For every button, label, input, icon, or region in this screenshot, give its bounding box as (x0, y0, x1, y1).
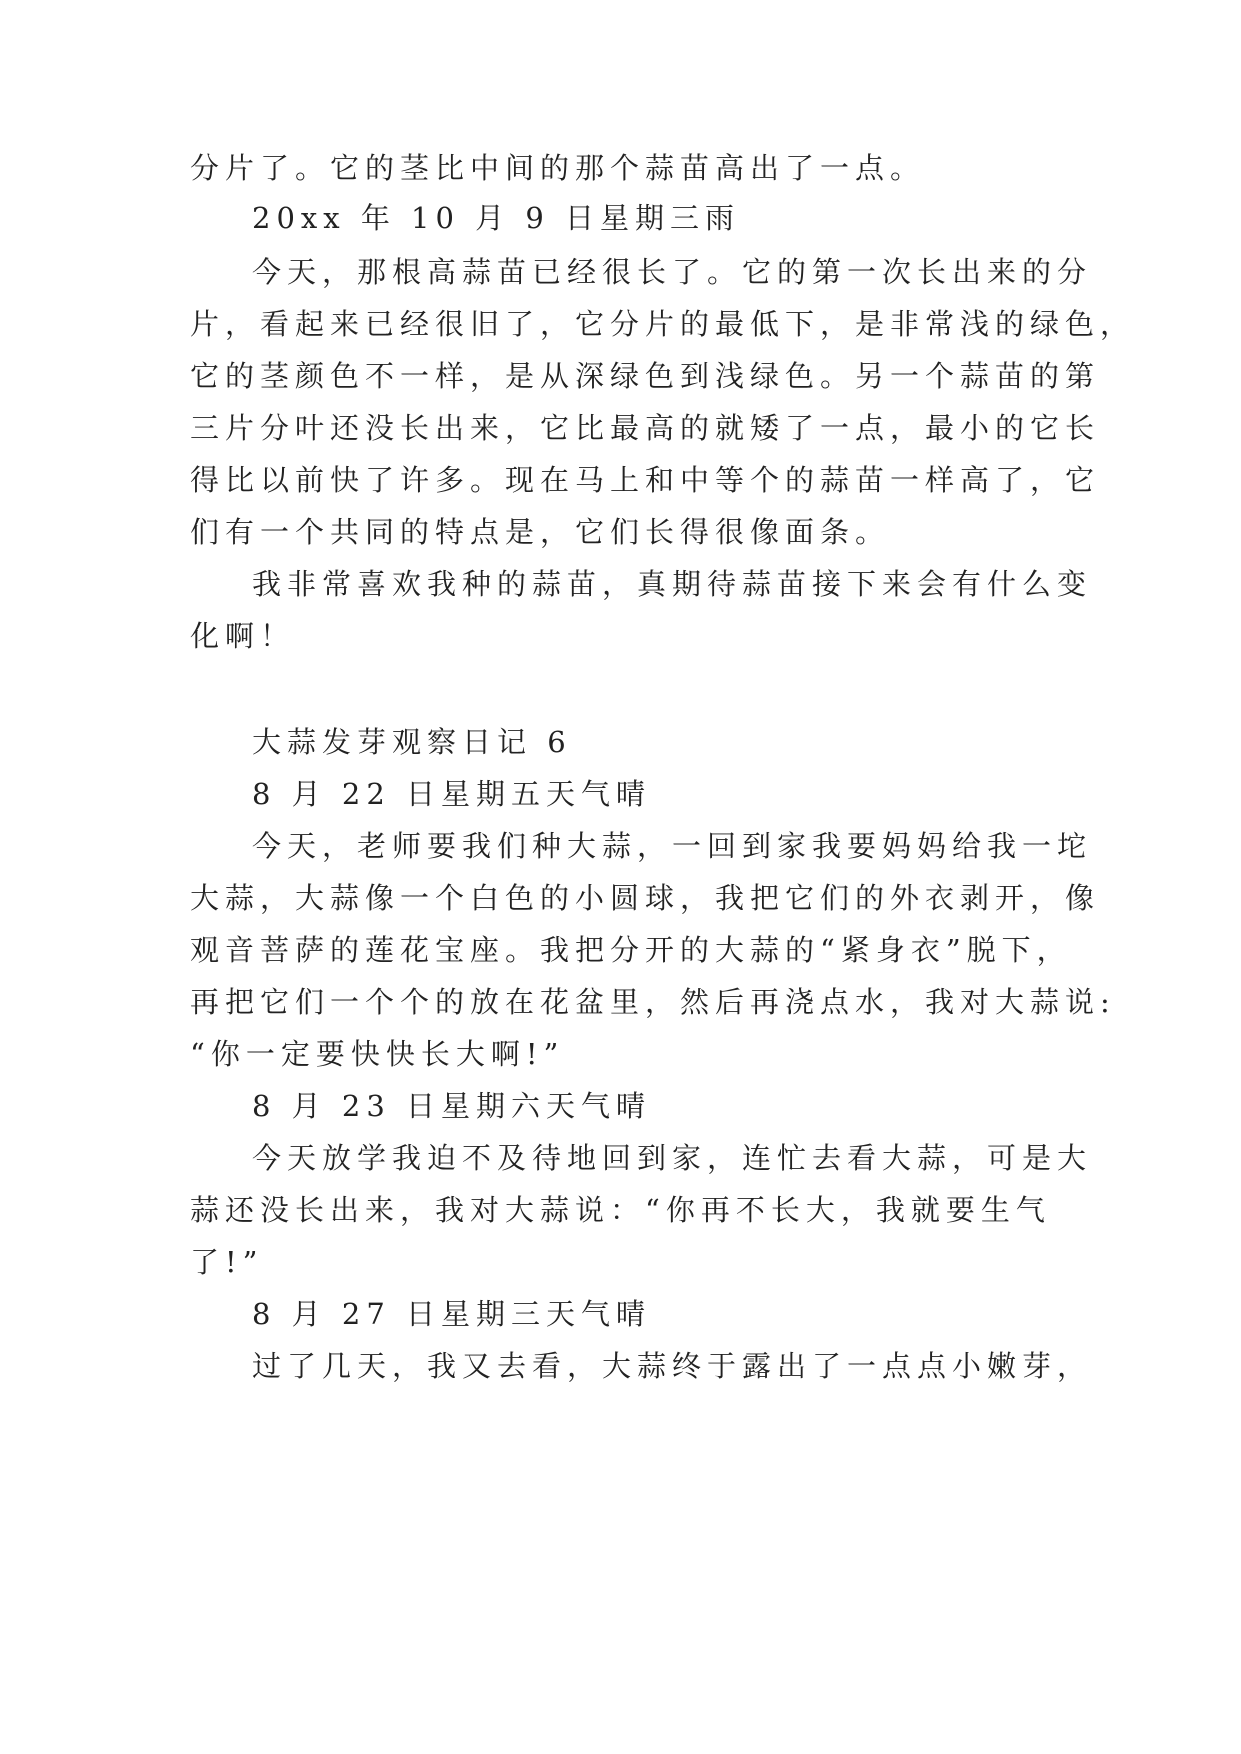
diary-date-heading: 8 月 22 日星期五天气晴 (252, 777, 652, 811)
paragraph-line: 我非常喜欢我种的蒜苗，真期待蒜苗接下来会有什么变 (252, 567, 1093, 601)
paragraph-line: 今天放学我迫不及待地回到家，连忙去看大蒜，可是大 (252, 1141, 1093, 1175)
paragraph-line: 观音菩萨的莲花宝座。我把分开的大蒜的“紧身衣”脱下， (190, 933, 1072, 967)
paragraph-line: 今天，那根高蒜苗已经很长了。它的第一次长出来的分 (252, 255, 1093, 289)
paragraph-line: 再把它们一个个的放在花盆里，然后再浇点水，我对大蒜说: (190, 985, 1116, 1019)
paragraph-line: 得比以前快了许多。现在马上和中等个的蒜苗一样高了，它 (190, 463, 1101, 497)
paragraph-line: 今天，老师要我们种大蒜，一回到家我要妈妈给我一坨 (252, 829, 1093, 863)
paragraph-line: “你一定要快快长大啊!” (190, 1037, 565, 1071)
paragraph-line: 它的茎颜色不一样，是从深绿色到浅绿色。另一个蒜苗的第 (190, 359, 1101, 393)
paragraph-line: 们有一个共同的特点是，它们长得很像面条。 (190, 515, 891, 549)
diary-date-heading: 8 月 27 日星期三天气晴 (252, 1297, 652, 1331)
paragraph-line: 片，看起来已经很旧了，它分片的最低下，是非常浅的绿色， (190, 307, 1136, 341)
paragraph-line: 化啊！ (190, 619, 296, 653)
paragraph-line: 蒜还没长出来，我对大蒜说：“你再不长大，我就要生气 (190, 1193, 1051, 1227)
paragraph-line: 大蒜，大蒜像一个白色的小圆球，我把它们的外衣剥开，像 (190, 881, 1101, 915)
paragraph-line: 了!” (190, 1245, 264, 1279)
diary-date-heading: 20xx 年 10 月 9 日星期三雨 (252, 201, 741, 235)
paragraph-line: 三片分叶还没长出来，它比最高的就矮了一点，最小的它长 (190, 411, 1101, 445)
paragraph-line: 过了几天，我又去看，大蒜终于露出了一点点小嫩芽， (252, 1349, 1093, 1383)
paragraph-line: 分片了。它的茎比中间的那个蒜苗高出了一点。 (190, 151, 926, 185)
diary-date-heading: 8 月 23 日星期六天气晴 (252, 1089, 652, 1123)
section-title: 大蒜发芽观察日记 6 (252, 725, 572, 759)
